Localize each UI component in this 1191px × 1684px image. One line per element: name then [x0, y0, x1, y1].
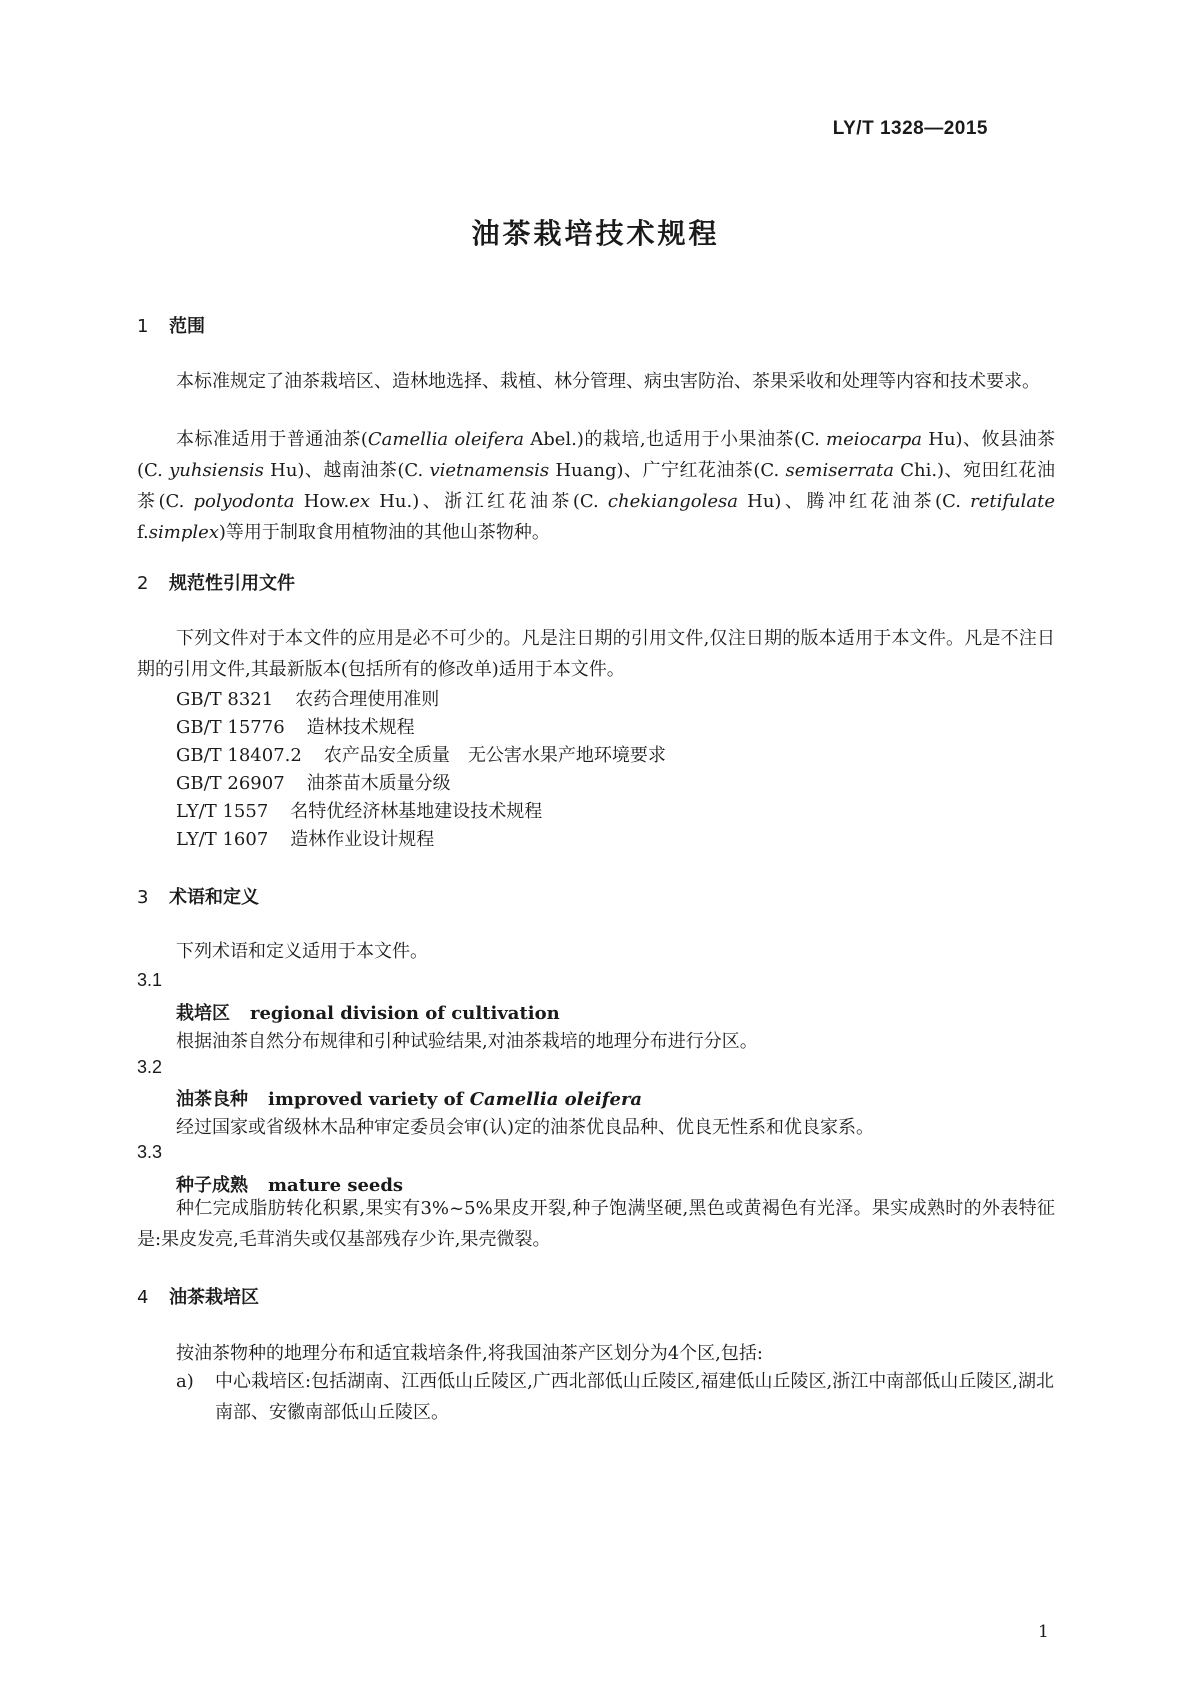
section-2-heading: [137, 569, 295, 595]
standard-code: LY/T 1328—2015: [832, 118, 988, 139]
reference-code: GB/T 18407.2: [176, 745, 302, 766]
reference-item: [176, 712, 415, 743]
reference-title: 油茶苗木质量分级: [306, 773, 451, 794]
reference-item: [176, 684, 439, 715]
term-number: 3.2: [137, 1057, 163, 1077]
section-title: 范围: [169, 316, 205, 337]
document-title: 油茶栽培技术规程: [471, 217, 720, 250]
list-marker: a): [176, 1371, 194, 1392]
term-number: 3.3: [137, 1142, 163, 1162]
paragraph-text: 种仁完成脂肪转化积累,果实有3%~5%果皮开裂,种子饱满坚硬,黑色或黄褐色有光泽。果实成熟时的外表特征是:果皮发亮,毛茸消失或仅基部残存少许,果壳微裂。: [137, 1198, 1055, 1250]
section-4-heading: [137, 1283, 259, 1309]
reference-title: 名特优经济林基地建设技术规程: [290, 801, 543, 822]
reference-code: LY/T 1607: [176, 829, 269, 850]
term-heading: [176, 999, 560, 1025]
section-number: 2: [137, 573, 149, 594]
term-heading: [176, 1085, 642, 1111]
section-number: 3: [137, 887, 149, 908]
reference-title: 农产品安全质量 无公害水果产地环境要求: [323, 745, 666, 766]
paragraph-text: 下列文件对于本文件的应用是必不可少的。凡是注日期的引用文件,仅注日期的版本适用于本文件。凡是不注日期的引用文件,其最新版本(包括所有的修改单)适用于本文件。: [137, 628, 1055, 680]
term-definition: 经过国家或省级林木品种审定委员会审(认)定的油茶优良品种、优良无性系和优良家系。: [176, 1117, 875, 1138]
reference-title: 农药合理使用准则: [295, 689, 440, 710]
paragraph-text: 下列术语和定义适用于本文件。: [176, 941, 428, 962]
reference-code: GB/T 15776: [176, 717, 285, 738]
reference-code: LY/T 1557: [176, 801, 269, 822]
list-item: [176, 1366, 1056, 1428]
reference-code: GB/T 8321: [176, 689, 274, 710]
section-1-paragraph-2: 本标准适用于普通油茶(Camellia oleifera Abel.)的栽培,也适用于小果油茶(C. meiocarpa Hu)、攸县油茶(C. yuhsiensis Hu)、越南油茶(C. vietnamensis Huang)、广宁红花油茶(C. semiserrata Chi.)、宛田红花油茶(C. polyodonta How.ex Hu.)、浙江红花油茶(C. chekiangolesa Hu)、腾冲红花油茶(C. retifulate f.simplex)等用于制取食用植物油的其他山茶物种。: [137, 429, 1055, 543]
term-zh: 油茶良种: [176, 1089, 248, 1110]
reference-item: [176, 824, 434, 855]
section-title: 规范性引用文件: [169, 573, 295, 594]
term-definition: [137, 1193, 1055, 1255]
reference-title: 造林技术规程: [306, 717, 415, 738]
section-3-intro: [137, 936, 1055, 967]
term-definition: 根据油茶自然分布规律和引种试验结果,对油茶栽培的地理分布进行分区。: [176, 1031, 758, 1052]
reference-item: [176, 740, 666, 771]
page-number: 1: [1038, 1622, 1049, 1642]
term-number: 3.1: [137, 970, 163, 990]
section-2-intro: [137, 623, 1055, 685]
reference-item: [176, 768, 451, 799]
list-item-text: 中心栽培区:包括湖南、江西低山丘陵区,广西北部低山丘陵区,福建低山丘陵区,浙江中南部低山丘陵区,湖北南部、安徽南部低山丘陵区。: [215, 1371, 1054, 1423]
section-number: 1: [137, 316, 149, 337]
reference-title: 造林作业设计规程: [290, 829, 435, 850]
term-zh: 种子成熟: [176, 1175, 248, 1196]
section-title: 油茶栽培区: [169, 1287, 259, 1308]
paragraph-text: 本标准规定了油茶栽培区、造林地选择、栽植、林分管理、病虫害防治、茶果采收和处理等内容和技术要求。: [176, 371, 1040, 392]
section-3-heading: [137, 883, 259, 909]
section-1-heading: [137, 312, 205, 338]
section-number: 4: [137, 1287, 149, 1308]
term-en: regional division of cultivation: [250, 1003, 560, 1024]
section-4-intro: [137, 1338, 1055, 1369]
term-en: improved variety of Camellia oleifera: [268, 1089, 643, 1110]
paragraph-text: 按油茶物种的地理分布和适宜栽培条件,将我国油茶产区划分为4个区,包括:: [176, 1343, 763, 1364]
reference-code: GB/T 26907: [176, 773, 285, 794]
section-title: 术语和定义: [169, 887, 259, 908]
term-zh: 栽培区: [176, 1003, 230, 1024]
term-en: mature seeds: [268, 1175, 404, 1196]
reference-item: [176, 796, 542, 827]
section-1-paragraph-1: [137, 366, 1055, 397]
